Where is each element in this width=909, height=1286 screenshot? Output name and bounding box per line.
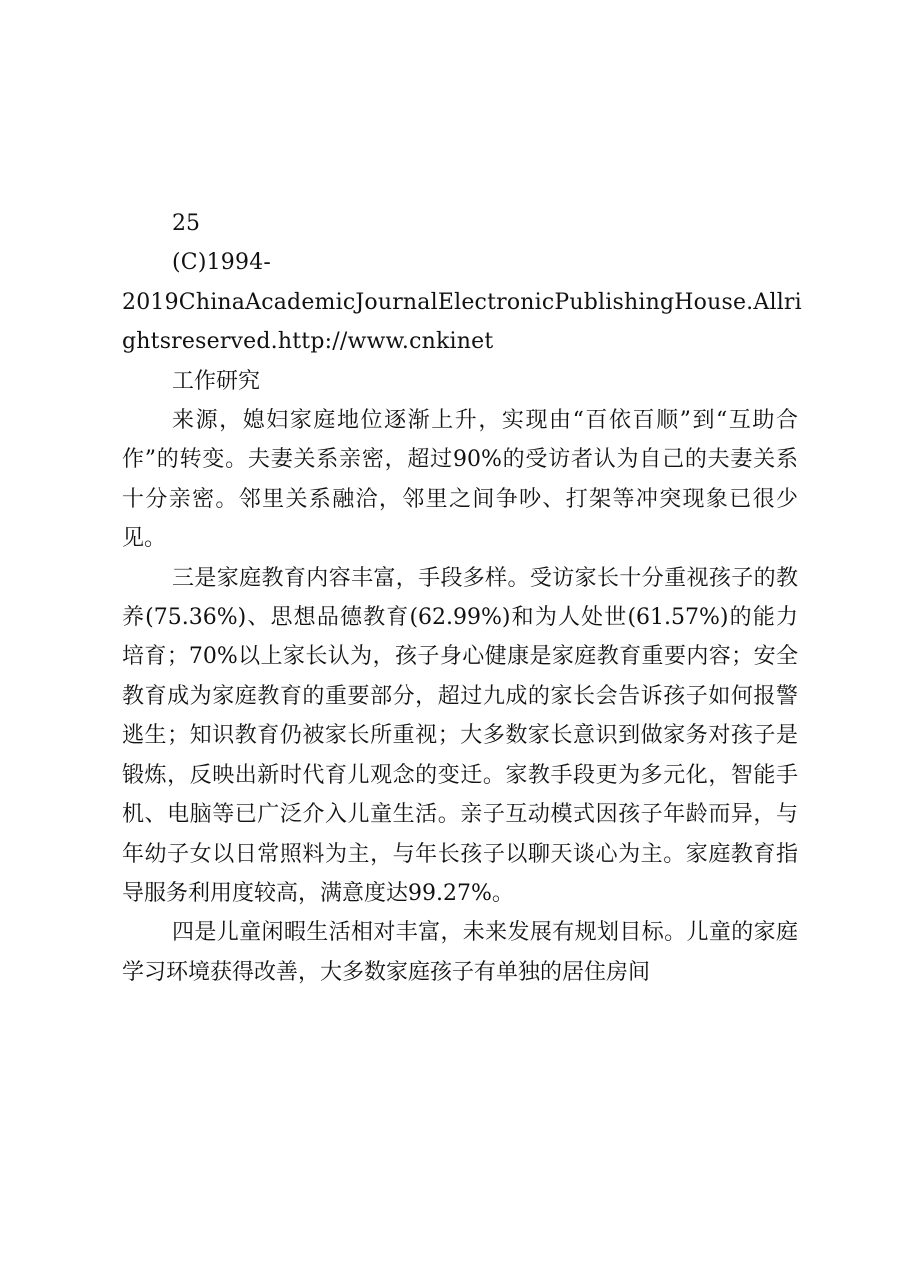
section-title: 工作研究 [172, 368, 261, 394]
paragraph-family-relations: 来源，媳妇家庭地位逐渐上升，实现由“百依百顺”到“互助合作”的转变。夫妻关系亲密，超过90%的受访者认为自己的夫妻关系十分亲密。邻里关系融洽，邻里之间争吵、打架等冲突现象已很少见。 [122, 408, 798, 552]
page-number: 25 [172, 211, 200, 236]
document-page [122, 204, 802, 992]
paragraph-family-education: 三是家庭教育内容丰富，手段多样。受访家长十分重视孩子的教养(75.36%)、思想品德教育(62.99%)和为人处世(61.57%)的能力培育；70%以上家长认为，孩子身心健康是家庭教育重要内容；安全教育成为家庭教育的重要部分，超过九成的家长会告诉孩子如何报警逃生；知识教育仍被家长所重视；大多数家长意识到做家务对孩子是锻炼，反映出新时代育儿观念的变迁。家教手段更为多元化，智能手机、电脑等已广泛介入儿童生活。亲子互动模式因孩子年龄而异，与年幼子女以日常照料为主，与年长孩子以聊天谈心为主。家庭教育指导服务利用度较高，满意度达99.27%。 [122, 565, 798, 906]
paragraph-children-leisure: 四是儿童闲暇生活相对丰富，未来发展有规划目标。儿童的家庭学习环境获得改善，大多数家庭孩子有单独的居住房间 [122, 920, 798, 985]
copyright-line-2: 2019ChinaAcademicJournalElectronicPublishingHouse.Allri [122, 289, 802, 315]
copyright-line-1: (C)1994- [172, 250, 272, 276]
copyright-line-3: ghtsreserved.http://www.cnkinet [122, 329, 494, 355]
